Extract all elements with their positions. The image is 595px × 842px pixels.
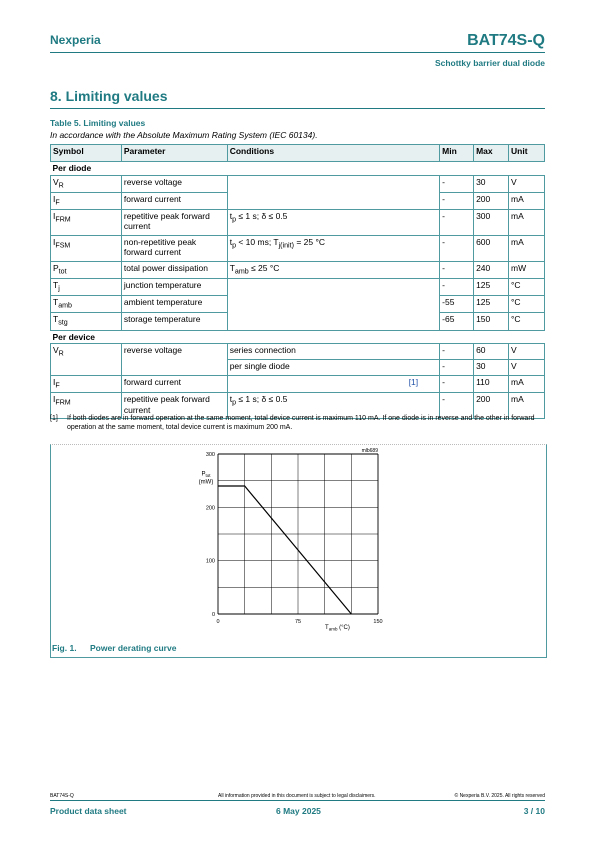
cell-max: 125	[474, 279, 509, 296]
derating-curve-line	[218, 486, 351, 614]
cell-unit: mA	[509, 192, 545, 209]
table-row	[51, 261, 545, 278]
cell-max: 30	[474, 175, 509, 192]
footer-doc-type: Product data sheet	[50, 806, 127, 816]
cell-symbol: $V_R$	[51, 175, 122, 192]
y-tick-label: 100	[205, 558, 215, 565]
power-derating-chart	[190, 445, 400, 635]
footer-date: 6 May 2025	[276, 806, 321, 816]
cell-min: -	[440, 376, 474, 393]
cell-symbol: $I_{FRM}$	[51, 209, 122, 235]
cell-min: -	[440, 261, 474, 278]
cell-max: 240	[474, 261, 509, 278]
cell-parameter: ambient temperature	[121, 296, 227, 313]
cell-conditions: $t_p \le 1$ s; δ ≤ 0.5	[227, 209, 439, 235]
cell-symbol: $P_{tot}$	[51, 261, 122, 278]
header-unit: Unit	[509, 145, 545, 162]
cell-min: -	[440, 209, 474, 235]
cell-min: -	[440, 175, 474, 192]
footnote-link[interactable]: [1]	[408, 377, 419, 388]
cell-min: -	[440, 192, 474, 209]
figure-title: Power derating curve	[90, 643, 177, 653]
x-axis-label: $T_{amb}$ (°C)	[325, 625, 350, 632]
limiting-values-table	[50, 144, 545, 419]
cell-parameter: total power dissipation	[121, 261, 227, 278]
cell-min: -	[440, 393, 474, 419]
header-parameter: Parameter	[121, 145, 227, 162]
cell-parameter: forward current	[121, 376, 227, 393]
cell-unit: V	[509, 344, 545, 360]
table-row	[51, 313, 545, 330]
cell-parameter: reverse voltage	[121, 175, 227, 192]
x-tick-label: 150	[373, 619, 383, 625]
cell-symbol: $I_F$	[51, 376, 122, 393]
y-axis-unit: (mW)	[198, 479, 214, 486]
cell-conditions	[227, 192, 439, 209]
part-number: BAT74S-Q	[467, 32, 545, 49]
cell-max: 200	[474, 393, 509, 419]
cell-symbol: $I_{FSM}$	[51, 235, 122, 261]
table-row	[51, 209, 545, 235]
footnote	[50, 414, 545, 432]
cell-unit: mA	[509, 209, 545, 235]
footer-divider	[50, 800, 545, 801]
cell-parameter: non-repetitive peak forward current	[121, 235, 227, 261]
cell-conditions: $t_p < 10$ ms; $T_{j(init)} = 25$ °C	[227, 235, 439, 261]
cell-max: 30	[474, 360, 509, 376]
cell-unit: mW	[509, 261, 545, 278]
table-row	[51, 344, 545, 360]
section-title: 8. Limiting values	[50, 88, 168, 104]
header-conditions: Conditions	[227, 145, 439, 162]
table-row	[51, 376, 545, 393]
header-max: Max	[474, 145, 509, 162]
cell-symbol: $T_{stg}$	[51, 313, 122, 330]
x-tick-label: 75	[294, 619, 302, 625]
cell-max: 110	[474, 376, 509, 393]
cell-conditions: $t_p \le 1$ s; δ ≤ 0.5	[227, 393, 439, 419]
cell-conditions	[227, 296, 439, 313]
cell-conditions	[227, 175, 439, 192]
cell-unit: mA	[509, 393, 545, 419]
document-subtitle: Schottky barrier dual diode	[434, 58, 545, 68]
footer-disclaimer: All information provided in this document is subject to legal disclaimers.	[218, 793, 376, 799]
brand-name: Nexperia	[50, 33, 101, 47]
footnote-number: [1]	[50, 415, 58, 422]
x-tick-label: 0	[216, 619, 220, 625]
cell-unit: °C	[509, 296, 545, 313]
table-title: Table 5. Limiting values	[50, 118, 146, 128]
cell-max: 600	[474, 235, 509, 261]
cell-conditions	[227, 313, 439, 330]
cell-min: -65	[440, 313, 474, 330]
cell-unit: mA	[509, 235, 545, 261]
group-row	[51, 162, 545, 176]
cell-max: 300	[474, 209, 509, 235]
group-row	[51, 330, 545, 344]
table-row	[51, 175, 545, 192]
table-row	[51, 296, 545, 313]
cell-unit: V	[509, 360, 545, 376]
cell-unit: °C	[509, 279, 545, 296]
table-header-row	[51, 145, 545, 162]
cell-parameter: repetitive peak forward current	[121, 393, 227, 419]
footnote-text: If both diodes are in forward operation at the same moment, total device current is maximum 110 mA. If one diode is in reverse and the other in forward operation at the same moment, total device current is maximum 200 mA.	[67, 415, 535, 431]
section-divider	[50, 108, 545, 109]
cell-symbol: $I_{FRM}$	[51, 393, 122, 419]
cell-conditions: per single diode	[227, 360, 439, 376]
footer-page-number: 3 / 10	[523, 806, 545, 816]
group-label: Per device	[51, 330, 545, 344]
table-row	[51, 235, 545, 261]
y-tick-label: 0	[211, 612, 215, 618]
cell-min: -	[440, 360, 474, 376]
table-row	[51, 192, 545, 209]
cell-unit: V	[509, 175, 545, 192]
cell-parameter: storage temperature	[121, 313, 227, 330]
cell-symbol: $I_F$	[51, 192, 122, 209]
y-tick-label: 300	[205, 452, 215, 458]
cell-min: -55	[440, 296, 474, 313]
footer-doc-id: BAT74S-Q	[50, 793, 74, 799]
cell-parameter: junction temperature	[121, 279, 227, 296]
cell-conditions	[227, 279, 439, 296]
cell-min: -	[440, 279, 474, 296]
cell-max: 200	[474, 192, 509, 209]
cell-min: -	[440, 235, 474, 261]
figure-caption	[52, 643, 176, 653]
figure-number: Fig. 1.	[52, 643, 77, 653]
cell-max: 125	[474, 296, 509, 313]
header-min: Min	[440, 145, 474, 162]
header-symbol: Symbol	[51, 145, 122, 162]
cell-conditions	[227, 376, 439, 393]
cell-max: 150	[474, 313, 509, 330]
table-row	[51, 279, 545, 296]
cell-conditions: series connection	[227, 344, 439, 360]
cell-unit: mA	[509, 376, 545, 393]
cell-parameter: reverse voltage	[121, 344, 227, 376]
cell-conditions: $T_{amb} \le 25$ °C	[227, 261, 439, 278]
cell-unit: °C	[509, 313, 545, 330]
y-axis-label: $P_{tot}$	[201, 471, 211, 478]
header-divider	[50, 52, 545, 53]
cell-parameter: repetitive peak forward current	[121, 209, 227, 235]
cell-min: -	[440, 344, 474, 360]
group-label: Per diode	[51, 162, 545, 176]
cell-symbol: $T_j$	[51, 279, 122, 296]
table-subtitle: In accordance with the Absolute Maximum Rating System (IEC 60134).	[50, 130, 318, 140]
footer-copyright: © Nexperia B.V. 2025. All rights reserved	[454, 793, 545, 799]
cell-symbol: $V_R$	[51, 344, 122, 376]
cell-parameter: forward current	[121, 192, 227, 209]
cell-max: 60	[474, 344, 509, 360]
cell-symbol: $T_{amb}$	[51, 296, 122, 313]
y-tick-label: 200	[205, 505, 215, 512]
figure-code: mlb689	[361, 448, 378, 454]
